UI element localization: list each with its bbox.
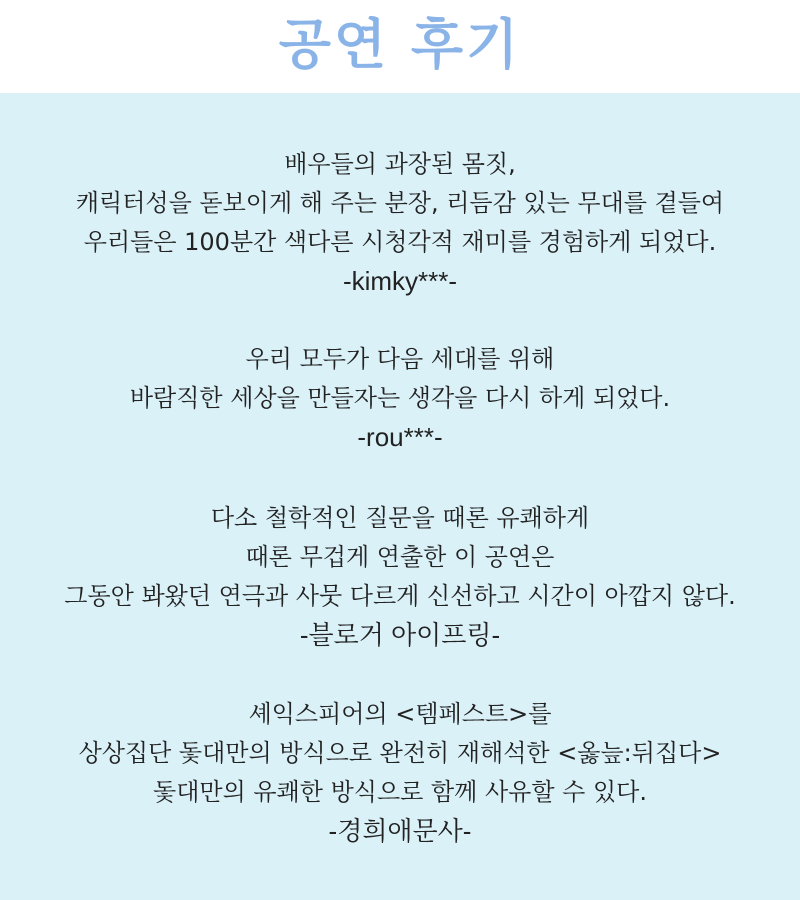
page-title: 공연 후기 bbox=[278, 13, 522, 76]
review-4 bbox=[0, 695, 800, 851]
review-line: 때론 무겁게 연출한 이 공연은 bbox=[245, 543, 555, 571]
review-line: 다소 철학적인 질문을 때론 유쾌하게 bbox=[210, 504, 590, 532]
review-line: 우리들은 100분간 색다른 시청각적 재미를 경험하게 되었다. bbox=[83, 228, 717, 256]
review-author: -경희애문사- bbox=[328, 816, 472, 846]
review-author: -rou***- bbox=[357, 422, 443, 452]
review-1 bbox=[0, 145, 800, 301]
review-author: -블로거 아이프링- bbox=[299, 620, 501, 650]
review-line: 배우들의 과장된 몸짓, bbox=[284, 150, 516, 178]
review-3 bbox=[0, 499, 800, 655]
review-line: 셰익스피어의 <템페스트>를 bbox=[248, 700, 552, 728]
review-line: 바람직한 세상을 만들자는 생각을 다시 하게 되었다. bbox=[129, 384, 671, 412]
review-author: -kimky***- bbox=[342, 266, 458, 296]
header bbox=[0, 0, 800, 93]
review-line: 그동안 봐왔던 연극과 사뭇 다르게 신선하고 시간이 아깝지 않다. bbox=[64, 582, 736, 610]
review-line: 상상집단 돛대만의 방식으로 완전히 재해석한 <옳늪:뒤집다> bbox=[78, 739, 722, 767]
review-2 bbox=[0, 340, 800, 457]
review-line: 돛대만의 유쾌한 방식으로 함께 사유할 수 있다. bbox=[153, 778, 647, 806]
review-line: 캐릭터성을 돋보이게 해 주는 분장, 리듬감 있는 무대를 곁들여 bbox=[75, 189, 725, 217]
review-line: 우리 모두가 다음 세대를 위해 bbox=[245, 345, 555, 373]
